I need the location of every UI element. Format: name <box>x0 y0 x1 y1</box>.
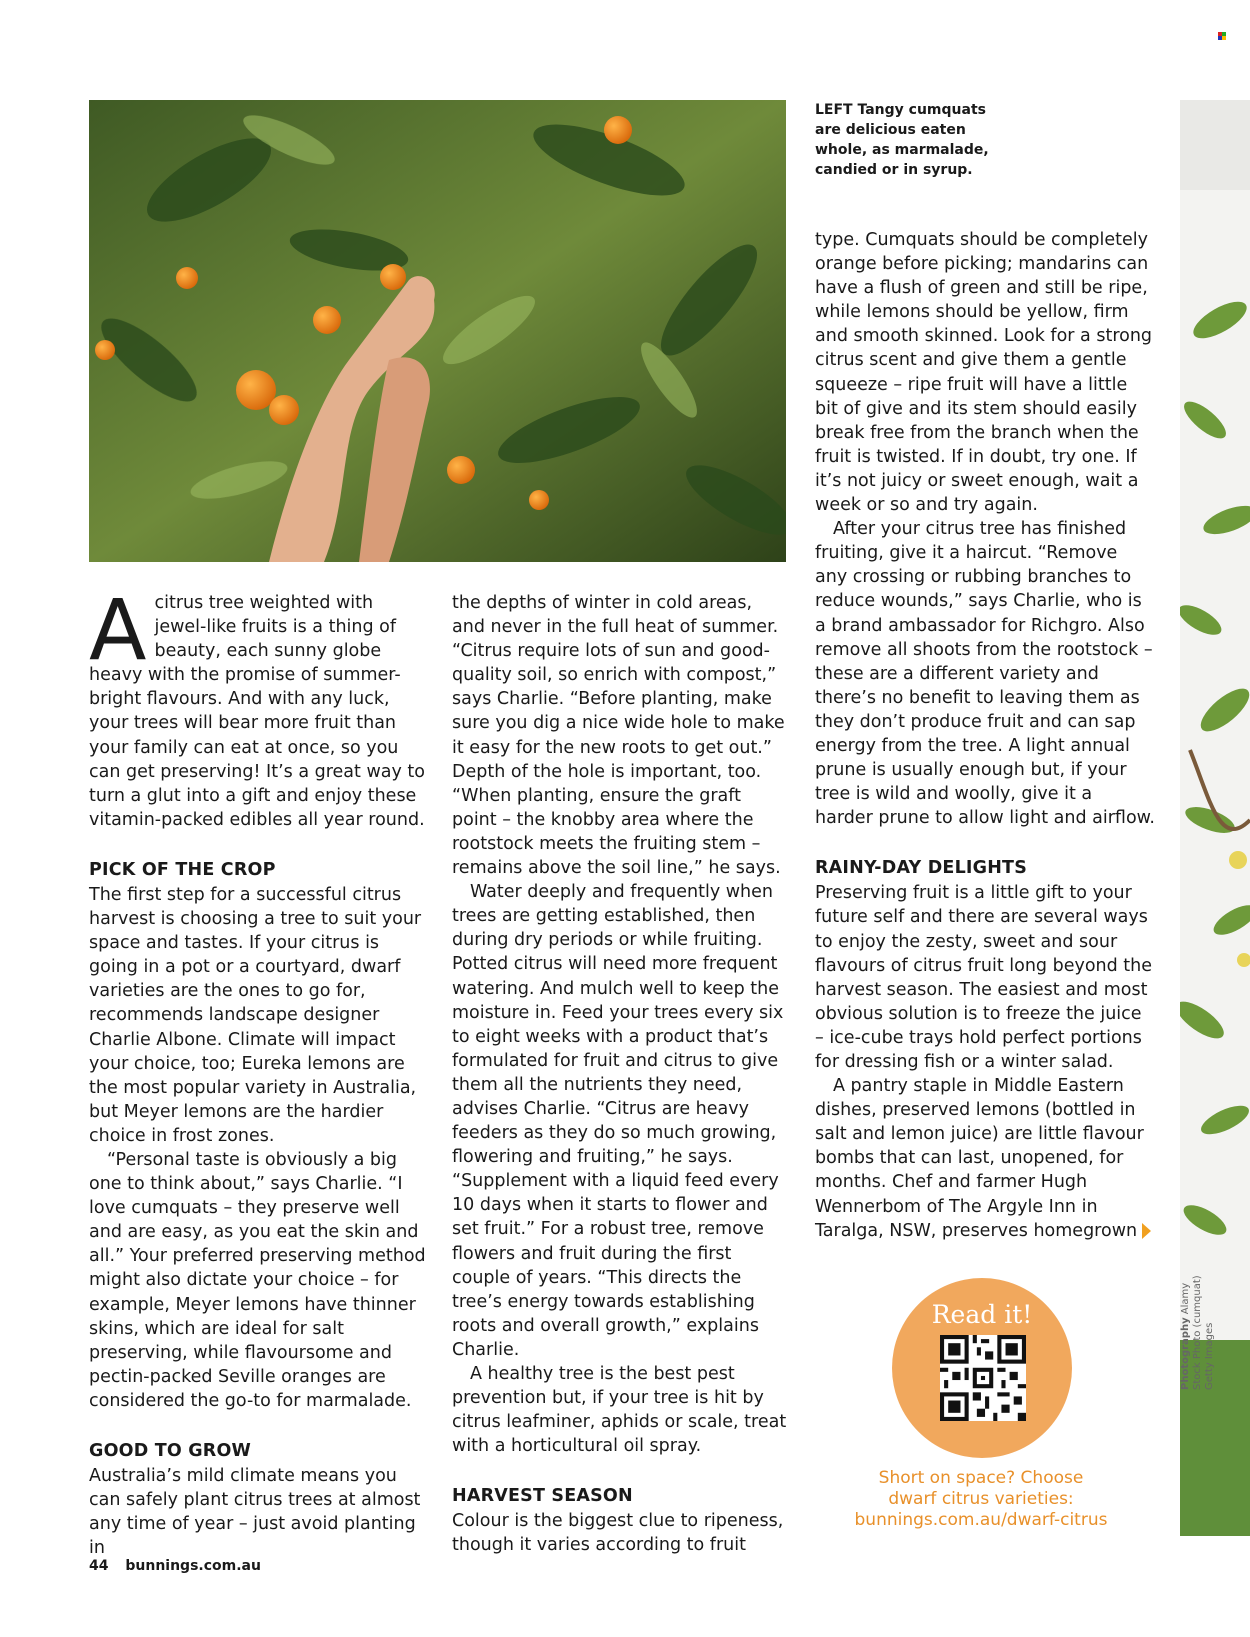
qr-code-icon[interactable] <box>940 1335 1026 1421</box>
photo-caption <box>815 100 1015 180</box>
page-footer <box>89 1558 261 1574</box>
cumquat-tree-photo <box>89 100 786 562</box>
section-heading-harvest-season: HARVEST SEASON <box>452 1486 633 1507</box>
paragraph: Australia’s mild climate means you can safely plant citrus trees at almost any time of year – just avoid planting in <box>89 1466 421 1559</box>
section-heading-good-to-grow: GOOD TO GROW <box>89 1441 252 1461</box>
paragraph: type. Cumquats should be completely orange before picking; mandarins can have a flush of green and still be ripe, while lemons should be yellow, firm and smooth skinned. Look for a strong citrus scent and give them a gentle squeeze – ripe fruit will have a little bit of give and its stem should easily break free from the branch when the fruit is twisted. If in doubt, try one. If it’s not juicy or sweet enough, wait a week or so and try again. <box>815 230 1153 516</box>
paragraph: “Personal taste is obviously a big one to think about,” says Charlie. “I love cumquats – they preserve well and are easy, as you eat the skin and all.” Your preferred preserving method might also dictate your choice – for example, Meyer lemons have thinner skins, which are ideal for salt preserving, while flavoursome and pectin-packed Seville oranges are considered the go-to for marmalade. <box>89 1149 426 1411</box>
intro-paragraph: citrus tree weighted with jewel-like fruits is a thing of beauty, each sunny globe heavy with the promise of summer-bright flavours. And with any luck, your trees will bear more fruit than your family can eat at once, so you can get preserving! It’s a great way to turn a glut into a gift and enjoy these vitamin-packed edibles all year round. <box>89 593 425 830</box>
footer-site[interactable]: bunnings.com.au <box>125 1558 261 1574</box>
read-it-label: Read it! <box>931 1300 1033 1329</box>
promo-line-2: dwarf citrus varieties: <box>888 1489 1074 1509</box>
article-column-2 <box>452 591 790 1558</box>
dwarf-citrus-promo <box>840 1468 1122 1531</box>
continue-arrow-icon <box>1142 1223 1151 1239</box>
page-number: 44 <box>89 1558 109 1574</box>
brand-logo-icon <box>1218 32 1226 40</box>
photo-credit <box>1180 1230 1240 1390</box>
article-column-1 <box>89 581 429 1560</box>
paragraph: Preserving fruit is a little gift to your future self and there are several ways to enjoy the zesty, sweet and sour flavours of citrus fruit long beyond the harvest season. The easiest and most obvious solution is to freeze the juice – ice-cube trays hold perfect portions for dressing fish or a winter salad. <box>815 883 1153 1072</box>
section-heading-rainy-day-delights: RAINY-DAY DELIGHTS <box>815 858 1027 879</box>
caption-text: Tangy cumquats are delicious eaten whole, as marmalade, candied or in syrup. <box>815 102 989 178</box>
paragraph: the depths of winter in cold areas, and never in the full heat of summer. “Citrus require lots of sun and good-quality soil, so enrich with compost,” says Charlie. “Before planting, make sure you dig a nice wide hole to make it easy for the new roots to get out.” Depth of the hole is important, too. “When planting, ensure the graft point – the knobby area where the rootstock meets the fruiting stem – remains above the soil line,” he says. <box>452 593 785 879</box>
article-column-3 <box>815 228 1155 1243</box>
paragraph: A pantry staple in Middle Eastern dishes, preserved lemons (bottled in salt and lemon juice) are little flavour bombs that can last, unopened, for months. Chef and farmer Hugh Wennerbom of The Argyle Inn in Taralga, NSW, preserves homegrown <box>815 1076 1144 1241</box>
section-heading-pick-of-the-crop: PICK OF THE CROP <box>89 859 276 880</box>
credit-label: Photography <box>1180 1317 1191 1390</box>
paragraph: After your citrus tree has finished fruiting, give it a haircut. “Remove any crossing or rubbing branches to reduce wounds,” says Charlie, who is a brand ambassador for Richgro. Also remove all shoots from the rootstock – these are a different variety and there’s no benefit to leaving them as they don’t produce fruit and can sap energy from the tree. A light annual prune is usually enough but, if your tree is wild and woolly, give it a harder prune to allow light and airflow. <box>815 519 1155 829</box>
credit-line-3: Getty Images <box>1204 1322 1215 1390</box>
caption-label: LEFT <box>815 102 853 118</box>
credit-line-1: Alamy <box>1180 1282 1191 1315</box>
paragraph: Water deeply and frequently when trees are getting established, then during dry periods or while fruiting. Potted citrus will need more frequent watering. And mulch well to keep the moisture in. Feed your trees every six to eight weeks with a product that’s formulated for fruit and citrus to give them all the nutrients they need, advises Charlie. “Citrus are heavy feeders as they do so much growing, flowering and fruiting,” he says. “Supplement with a liquid feed every 10 days when it starts to flower and set fruit.” For a robust tree, remove flowers and fruit during the first couple of years. “This directs the tree’s energy towards establishing roots and overall growth,” explains Charlie. <box>452 882 784 1360</box>
drop-cap: A <box>89 581 147 679</box>
promo-line-1: Short on space? Choose <box>878 1468 1084 1488</box>
paragraph: Colour is the biggest clue to ripeness, though it varies according to fruit <box>452 1511 784 1556</box>
paragraph: The first step for a successful citrus harvest is choosing a tree to suit your space and tastes. If your citrus is going in a pot or a courtyard, dwarf varieties are the ones to go for, recommends landscape designer Charlie Albone. Climate will impact your choice, too; Eureka lemons are the most popular variety in Australia, but Meyer lemons are the hardier choice in frost zones. <box>89 884 422 1146</box>
promo-link[interactable]: bunnings.com.au/dwarf-citrus <box>854 1510 1108 1530</box>
credit-line-2: Stock Photo (cumquat) <box>1192 1275 1203 1390</box>
paragraph: A healthy tree is the best pest prevention but, if your tree is hit by citrus leafminer, aphids or scale, treat with a horticultural oil spray. <box>452 1364 787 1457</box>
